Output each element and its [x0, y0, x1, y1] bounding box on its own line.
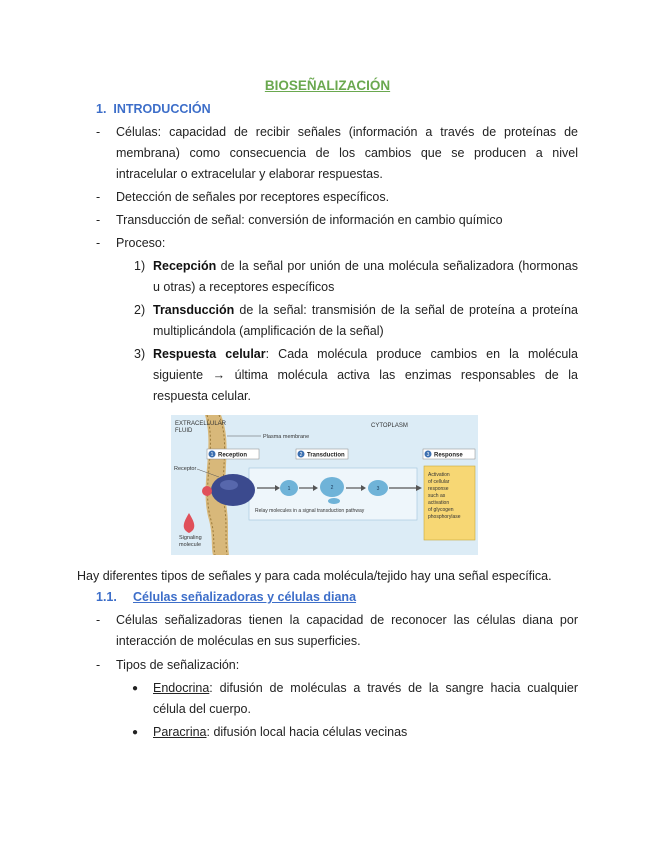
step-text: de la señal: transmisión de la señal de proteína a proteína multiplicándola (amplificación de la señal) [153, 303, 578, 338]
response-line: activation [428, 500, 450, 506]
stage-number: 2 [299, 452, 303, 458]
relay-number: 3 [376, 486, 380, 492]
type-term: Paracrina [153, 725, 207, 739]
section-title: INTRODUCCIÓN [113, 102, 211, 116]
step-term: Transducción [153, 303, 235, 317]
bullet-dash: - [96, 190, 101, 204]
relay-number: 2 [330, 485, 334, 491]
bullet-tipos: Tipos de señalización: [116, 658, 240, 672]
bullet-deteccion: Detección de señales por receptores específicos. [116, 190, 390, 204]
step-text: de la señal por unión de una molécula señalizadora (hormonas u otras) a receptores específicos [153, 259, 578, 294]
relay-number: 1 [287, 486, 291, 492]
signaling-molecule-bound [202, 486, 212, 496]
signal-transduction-figure [171, 415, 478, 555]
signaling-molecule-label: molecule [179, 542, 202, 548]
stage-response-label: Response [434, 452, 463, 459]
stage-number: 3 [426, 452, 430, 458]
type-term: Endocrina [153, 681, 210, 695]
cytoplasm-label: CYTOPLASM [371, 423, 408, 429]
stage-reception-label: Reception [218, 452, 248, 459]
response-line: of glycogen [428, 507, 454, 513]
type-text: : difusión local hacia células vecinas [206, 725, 408, 739]
extracellular-label: FLUID [175, 428, 193, 434]
type-endocrina [153, 678, 578, 720]
response-line: response [428, 486, 449, 492]
step-transduccion [153, 300, 578, 342]
bullet-dash: - [96, 236, 101, 250]
page-title: BIOSEÑALIZACIÓN [264, 78, 391, 93]
response-line: Activation [428, 472, 450, 478]
receptor-label: Receptor [174, 466, 197, 472]
section-heading-introduccion [96, 102, 211, 116]
plasma-membrane-label: Plasma membrane [263, 434, 310, 440]
step-respuesta [153, 344, 578, 407]
step-recepcion [153, 256, 578, 298]
subsection-number: 1.1. [96, 590, 117, 604]
extracellular-label: EXTRACELLULAR [175, 421, 227, 427]
stage-transduction-label: Transduction [307, 452, 345, 459]
bullet-dot: ● [132, 727, 139, 738]
step-text: : Cada molécula produce cambios en la molécula siguiente → última molécula activa las enzimas responsables de la respuesta celular. [153, 347, 578, 403]
subsection-heading: Células señalizadoras y células diana [133, 590, 357, 604]
bullet-dash: - [96, 658, 101, 672]
step-term: Recepción [153, 259, 217, 273]
section-number: 1. [96, 102, 107, 116]
response-line: of cellular [428, 479, 450, 485]
bullet-senalizadoras: Células señalizadoras tienen la capacidad de reconocer las células diana por interacción de moléculas en sus superficies. [116, 613, 578, 648]
receptor-shape [211, 474, 255, 506]
signaling-molecule-label: Signaling [179, 535, 202, 541]
bullet-dot: ● [132, 683, 139, 694]
step-number: 3) [134, 347, 146, 361]
bullet-dash: - [96, 213, 101, 227]
step-number: 2) [134, 303, 146, 317]
relay-caption: Relay molecules in a signal transduction pathway [255, 508, 365, 514]
paragraph-tipos-senales: Hay diferentes tipos de señales y para cada molécula/tejido hay una señal específica. [77, 569, 552, 583]
response-line: such as [428, 493, 446, 499]
bullet-transduccion: Transducción de señal: conversión de información en cambio químico [116, 213, 503, 227]
type-paracrina [153, 722, 578, 743]
bullet-dash: - [96, 125, 101, 139]
bullet-celulas: Células: capacidad de recibir señales (información a través de proteínas de membrana) como consecuencia de los cambios que se producen a nivel intracelular o extracelular y elaborar respuestas. [116, 125, 578, 181]
type-text: : difusión de moléculas a través de la sangre hacia cualquier célula del cuerpo. [153, 681, 578, 716]
response-line: phosphorylase [428, 514, 461, 520]
bullet-dash: - [96, 613, 101, 627]
step-number: 1) [134, 259, 146, 273]
bullet-proceso: Proceso: [116, 236, 166, 250]
stage-number: 1 [210, 452, 214, 458]
step-term: Respuesta celular [153, 347, 266, 361]
